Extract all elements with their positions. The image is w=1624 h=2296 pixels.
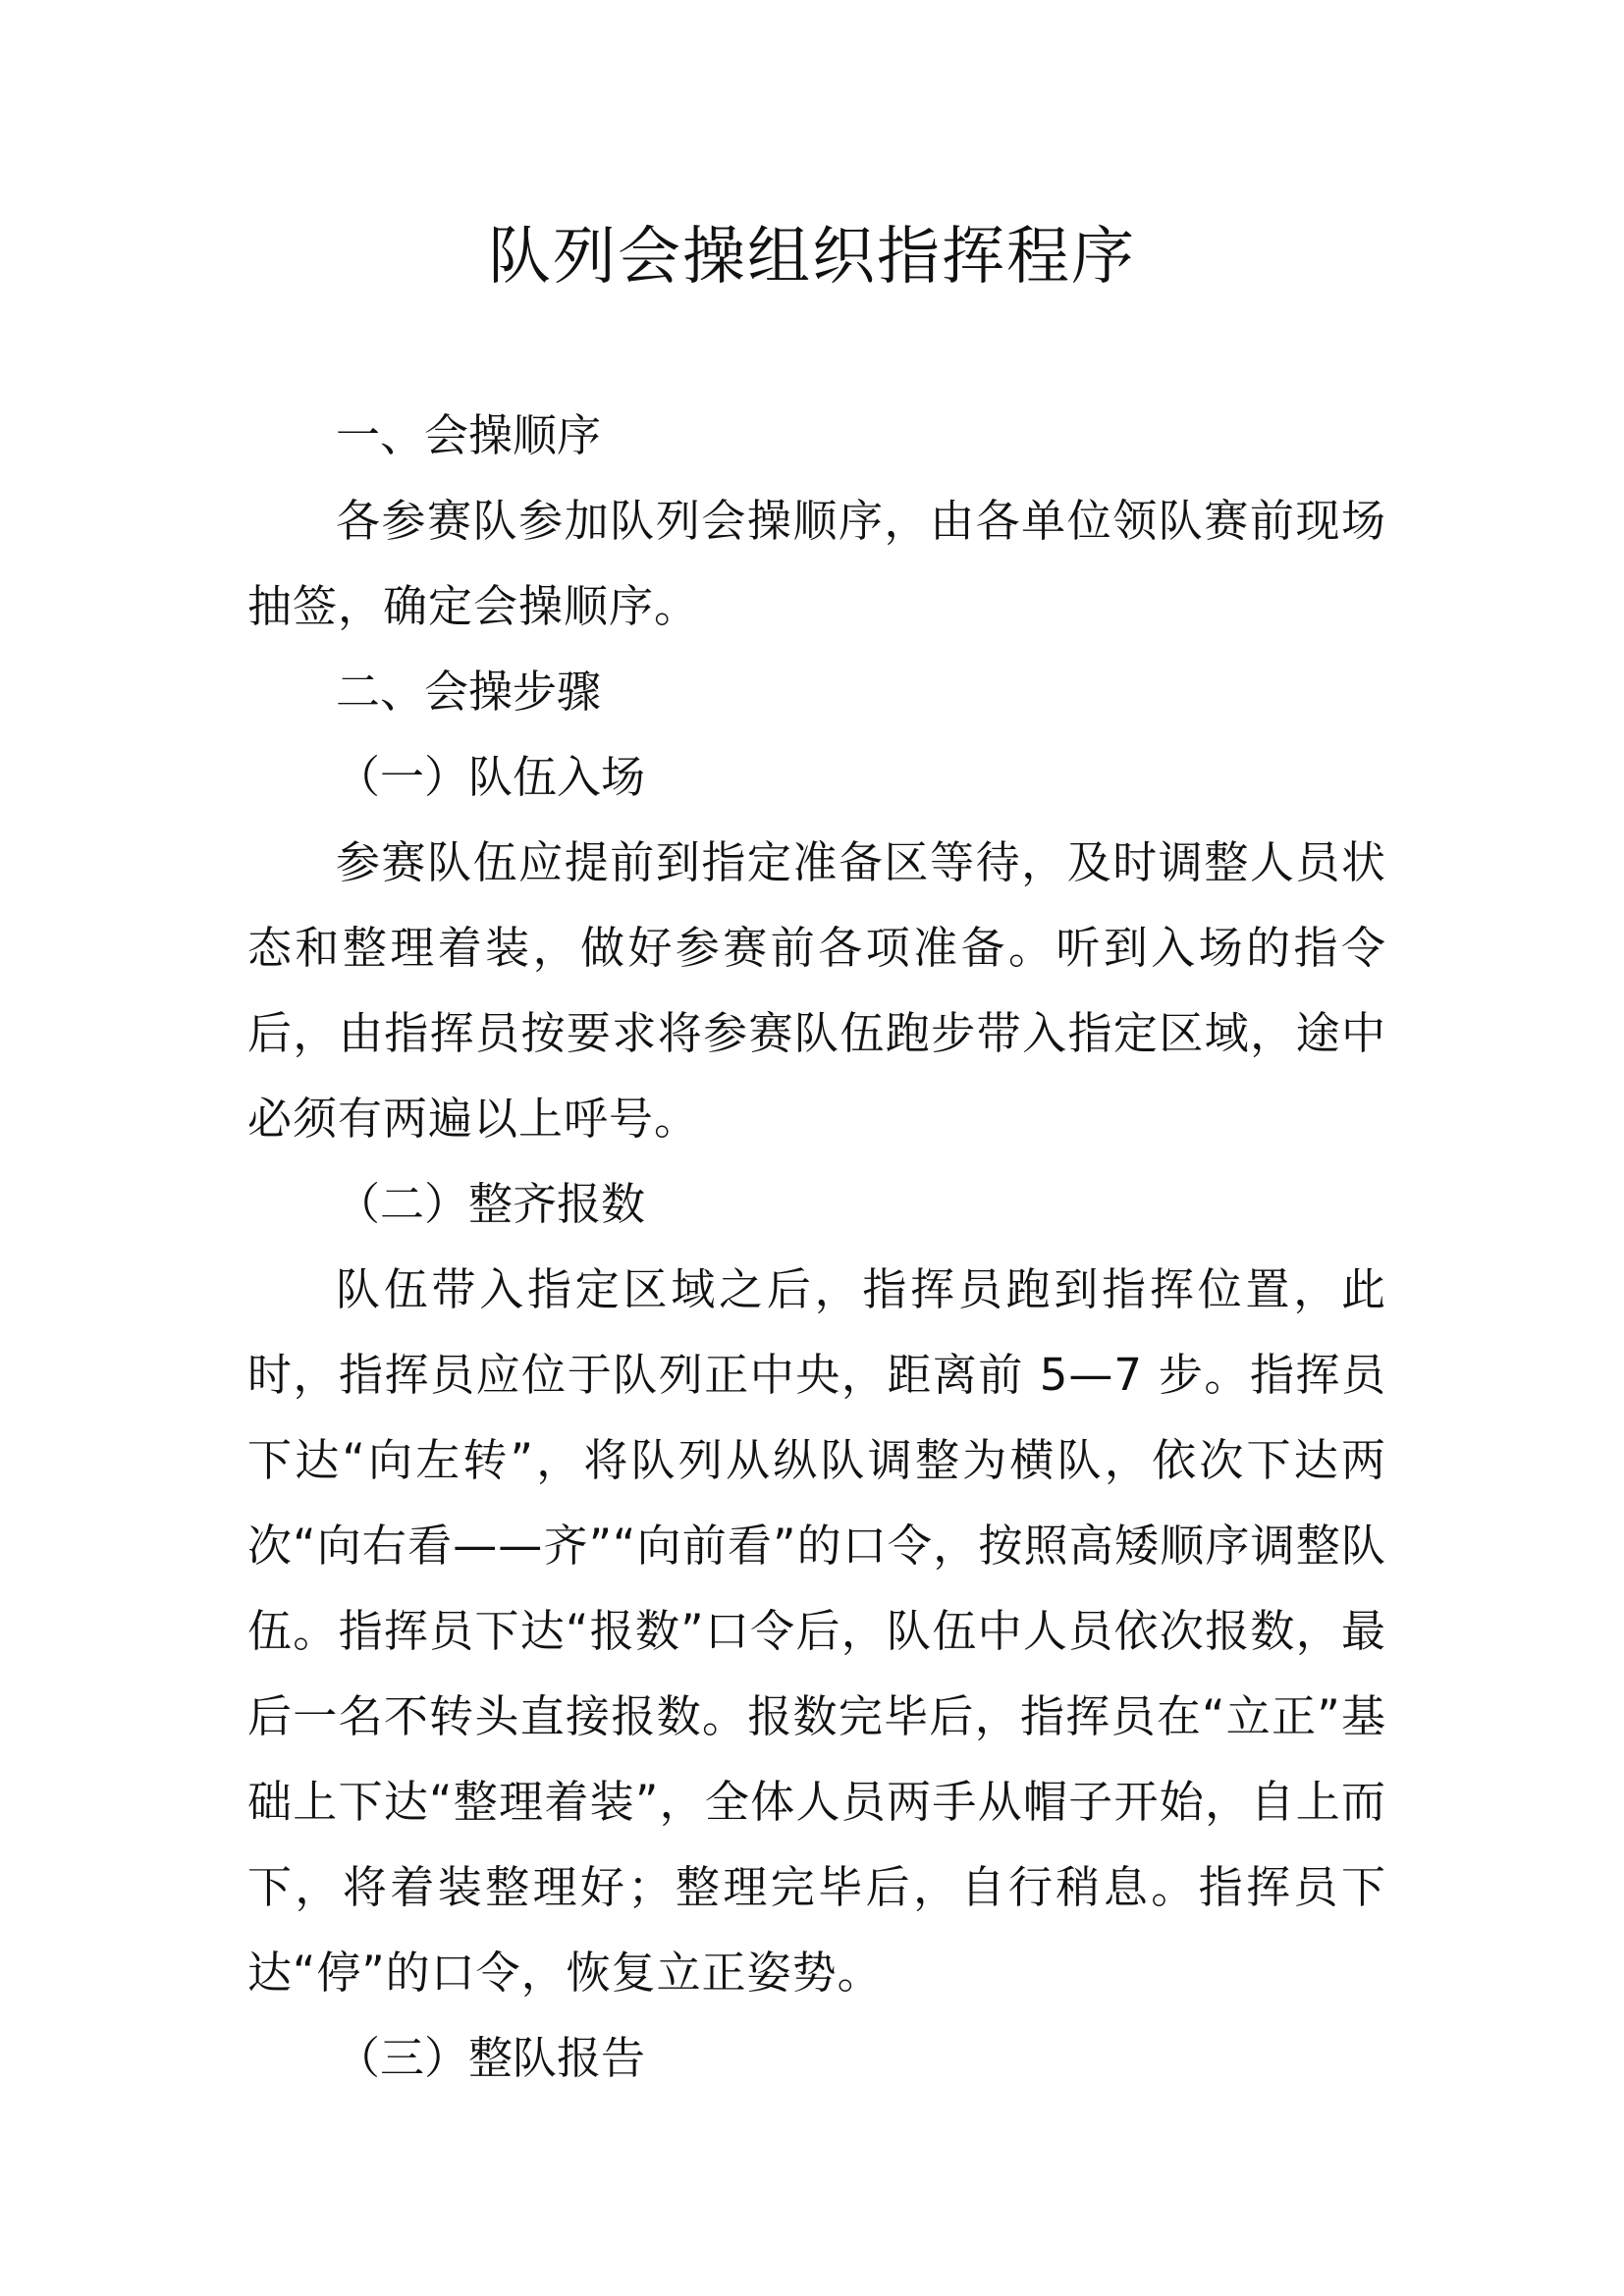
document-title: 队列会操组织指挥程序 (488, 221, 1136, 294)
section-heading-order: 一、会操顺序 (336, 409, 602, 461)
document-body (247, 393, 1386, 2101)
subsection-heading-report: （三）整队报告 (336, 2032, 646, 2084)
section-heading-steps: 二、会操步骤 (336, 666, 602, 718)
subsection-paragraph-alignment: 队伍带入指定区域之后，指挥员跑到指挥位置，此时，指挥员应位于队列正中央，距离前 5—7 步。指挥员下达“向左转”，将队列从纵队调整为横队，依次下达两次“向右看——齐”“向前看”的口令，按照高矮顺序调整队伍。指挥员下达“报数”口令后，队伍中人员依次报数，最后一名不转头直接报数。报数完毕后，指挥员在“立正”基础上下达“整理着装”，全体人员两手从帽子开始，自上而下，将着装整理好；整理完毕后，自行稍息。指挥员下达“停”的口令，恢复立正姿势。 (247, 1263, 1386, 1999)
section-paragraph-order: 各参赛队参加队列会操顺序，由各单位领队赛前现场抽签，确定会操顺序。 (247, 495, 1386, 632)
subsection-heading-alignment: （二）整齐报数 (336, 1178, 646, 1230)
subsection-heading-entry: （一）队伍入场 (336, 751, 646, 803)
subsection-paragraph-entry: 参赛队伍应提前到指定准备区等待，及时调整人员状态和整理着装，做好参赛前各项准备。听到入场的指令后，由指挥员按要求将参赛队伍跑步带入指定区域，途中必须有两遍以上呼号。 (247, 836, 1386, 1145)
